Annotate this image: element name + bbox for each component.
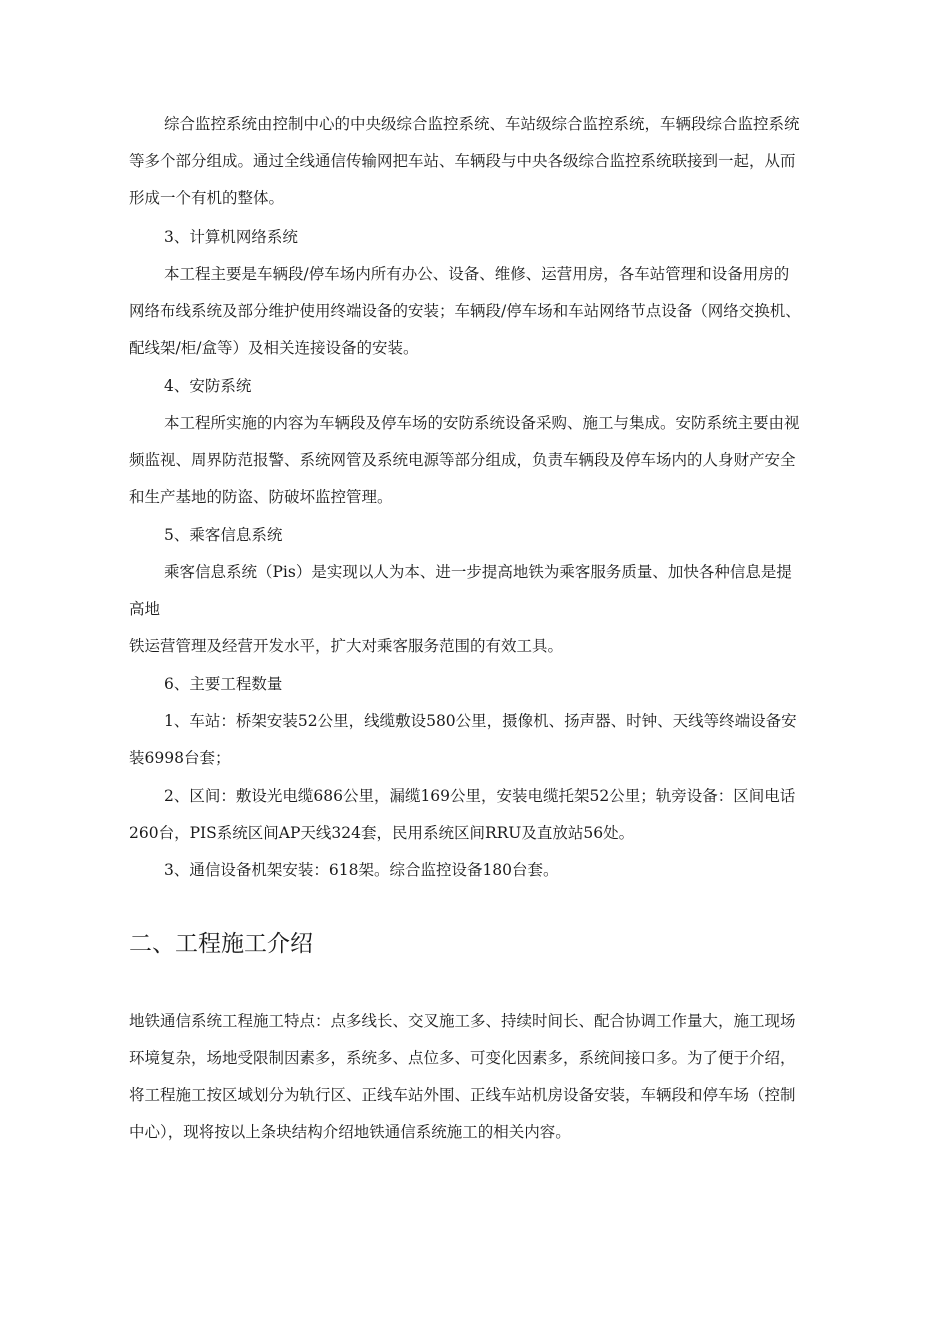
text-line: 和生产基地的防盗、防破坏监控管理。 bbox=[129, 488, 393, 506]
text-line: 形成一个有机的整体。 bbox=[129, 189, 285, 207]
text-line: 260台，PIS系统区间AP天线324套，民用系统区间RRU及直放站56处。 bbox=[129, 824, 635, 842]
text-line: 频监视、周界防范报警、系统网管及系统电源等部分组成，负责车辆段及停车场内的人身财产安全 bbox=[129, 451, 796, 469]
text-line: 1、车站：桥架安装52公里，线缆敷设580公里，摄像机、扬声器、时钟、天线等终端设备安 bbox=[164, 712, 797, 730]
text-line: 网络布线系统及部分维护使用终端设备的安装；车辆段/停车场和车站网络节点设备（网络交换机、 bbox=[129, 302, 801, 320]
subsection-heading: 3、计算机网络系统 bbox=[164, 228, 298, 246]
text-line: 地铁通信系统工程施工特点：点多线长、交叉施工多、持续时间长、配合协调工作量大，施工现场 bbox=[129, 1012, 796, 1030]
text-line: 将工程施工按区域划分为轨行区、正线车站外围、正线车站机房设备安装，车辆段和停车场（控制 bbox=[129, 1086, 796, 1104]
text-line: 本工程所实施的内容为车辆段及停车场的安防系统设备采购、施工与集成。安防系统主要由视 bbox=[164, 414, 800, 432]
text-line: 2、区间：敷设光电缆686公里，漏缆169公里，安装电缆托架52公里；轨旁设备：区间电话 bbox=[164, 787, 796, 805]
section-title: 二、工程施工介绍 bbox=[129, 931, 313, 957]
text-line: 环境复杂，场地受限制因素多，系统多、点位多、可变化因素多，系统间接口多。为了便于介绍， bbox=[129, 1049, 796, 1067]
text-line: 等多个部分组成。通过全线通信传输网把车站、车辆段与中央各级综合监控系统联接到一起，从而 bbox=[129, 152, 796, 170]
text-line: 高地 bbox=[129, 600, 161, 618]
text-line: 配线架/柜/盒等）及相关连接设备的安装。 bbox=[129, 339, 419, 357]
text-line: 3、通信设备机架安装：618架。综合监控设备180台套。 bbox=[164, 861, 559, 879]
text-line: 装6998台套； bbox=[129, 749, 231, 767]
text-line: 乘客信息系统（Pis）是实现以人为本、进一步提高地铁为乘客服务质量、加快各种信息是提 bbox=[164, 563, 792, 581]
subsection-heading: 6、主要工程数量 bbox=[164, 675, 283, 693]
subsection-heading: 5、乘客信息系统 bbox=[164, 526, 283, 544]
text-line: 铁运营管理及经营开发水平，扩大对乘客服务范围的有效工具。 bbox=[129, 637, 564, 655]
subsection-heading: 4、安防系统 bbox=[164, 377, 252, 395]
text-line: 综合监控系统由控制中心的中央级综合监控系统、车站级综合监控系统，车辆段综合监控系统 bbox=[164, 115, 800, 133]
text-line: 中心），现将按以上条块结构介绍地铁通信系统施工的相关内容。 bbox=[129, 1123, 571, 1141]
text-line: 本工程主要是车辆段/停车场内所有办公、设备、维修、运营用房，各车站管理和设备用房的 bbox=[164, 265, 790, 283]
